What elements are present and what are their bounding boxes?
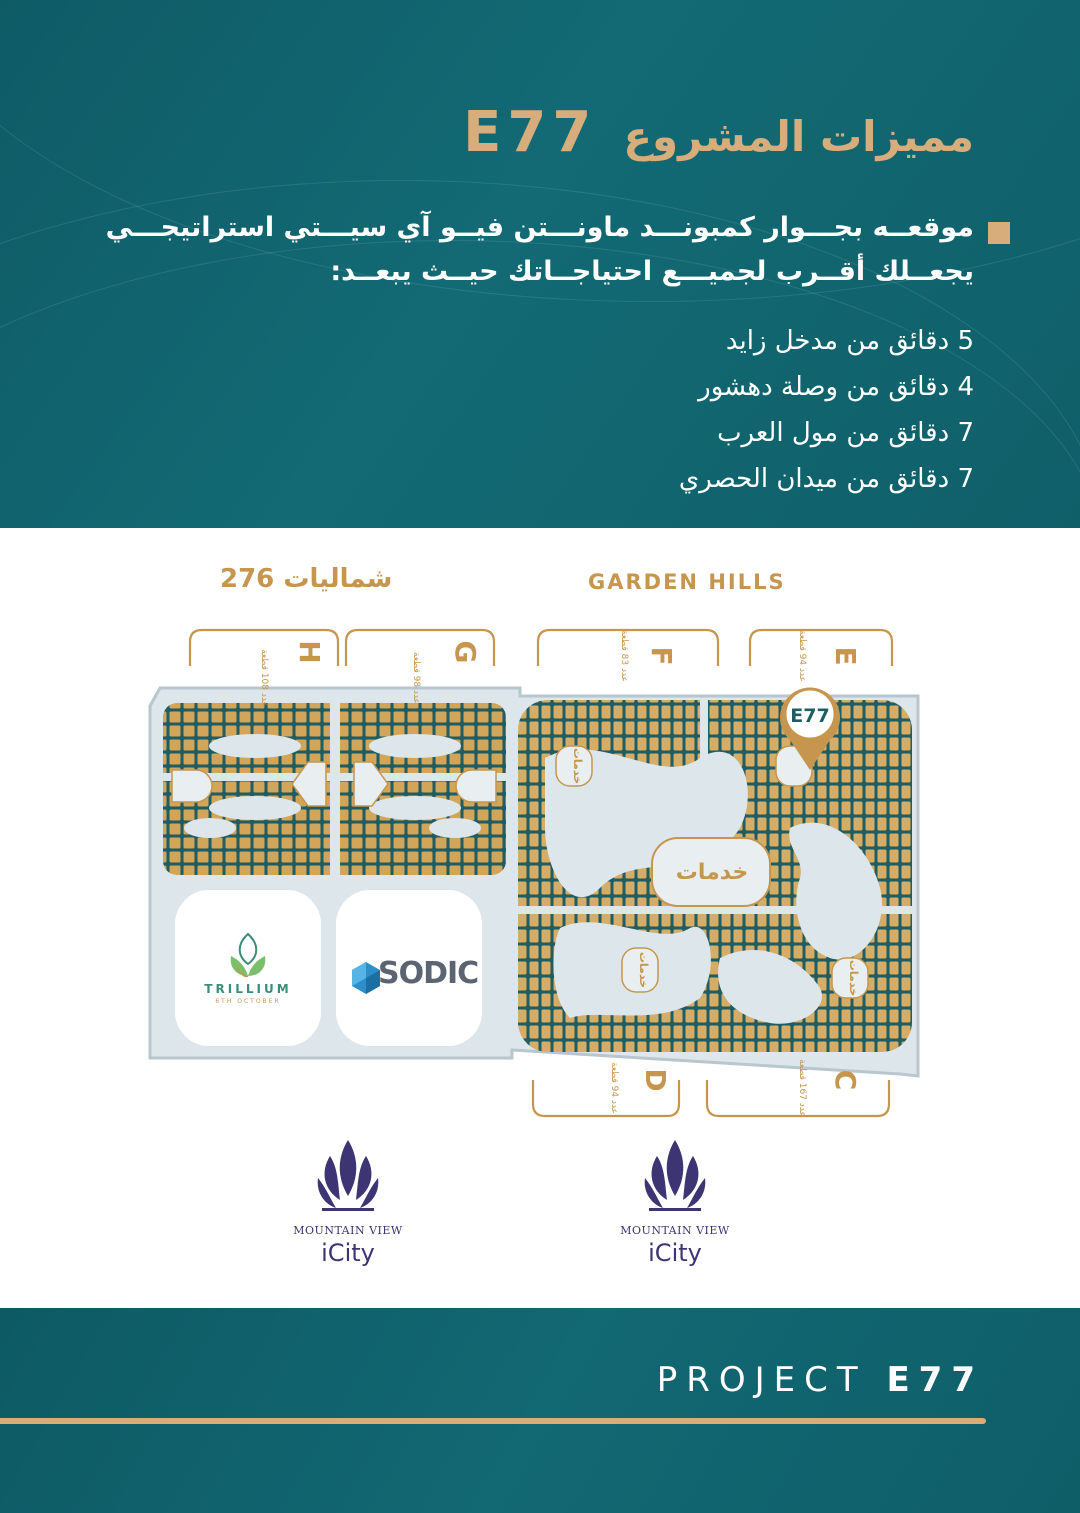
distance-item: 5 دقائق من مدخل زايد [725,326,974,356]
block-g-letter: G [449,640,482,664]
block-c-letter: C [829,1069,862,1091]
small-services-label: خدمات [637,951,650,989]
distance-item: 4 دقائق من وصلة دهشور [698,372,974,402]
page-title [463,100,974,165]
block-f-count: عدد 83 قطعة [619,629,629,683]
trillium-subtitle: 6TH OCTOBER [215,998,281,1005]
footer-project-title [657,1360,984,1400]
trillium-logo [175,890,321,1046]
footer-project-word: PROJECT [656,1360,867,1400]
footer-gold-rule [0,1418,986,1424]
mountain-view-city: iCity [648,1239,702,1267]
block-e-count: عدد 94 قطعة [797,629,807,683]
intro-line-2: يجعــلك أقــرب لجميـــع احتياجــاتك حيــث يبعــد: [330,256,974,287]
block-c-count: عدد 167 قطعة [797,1059,807,1117]
mountain-view-city: iCity [321,1239,375,1267]
bullet-square-icon [988,222,1010,244]
mountain-view-name: MOUNTAIN VIEW [293,1224,403,1237]
block-d-count: عدد 94 قطعة [609,1061,619,1115]
map-drawing [0,528,1080,1308]
title-code: E77 [463,100,598,165]
title-arabic: مميزات المشروع [623,112,974,161]
block-h-letter: H [293,640,326,664]
garden-hills-label: GARDEN HILLS [588,570,786,594]
block-f-letter: F [645,646,678,666]
small-services-label: خدمات [571,747,584,785]
footer-project-code: E77 [886,1360,984,1400]
block-d-letter: D [639,1068,672,1092]
block-h-count: عدد 108 قطعة [259,649,269,707]
sodic-logo [336,890,482,1046]
footer-panel [0,1308,1080,1513]
trillium-leaf-icon [175,890,321,1046]
central-services-label: خدمات [675,860,749,885]
block-g-count: عدد 98 قطعة [411,651,421,705]
distance-item: 7 دقائق من مول العرب [717,418,974,448]
header-panel [0,0,1080,528]
intro-line-1: موقعــه بجـــوار كمبونـــد ماونـــتن فيــو آي سيـــتي استراتيجـــي [105,212,974,243]
mountain-view-name: MOUNTAIN VIEW [620,1224,730,1237]
block-e-letter: E [829,646,862,666]
distance-item: 7 دقائق من ميدان الحصري [678,464,974,494]
sodic-name: SODIC [378,956,479,991]
distance-list [114,318,974,502]
mountain-view-emblem-icon [318,1140,379,1211]
mountain-view-icity-logo-2 [600,1220,750,1267]
intro-text [105,206,974,294]
small-services-label: خدمات [847,959,860,997]
mountain-view-icity-logo-1 [273,1220,423,1267]
pin-label: E77 [790,705,830,727]
mountain-view-emblem-icon [645,1140,706,1211]
site-map [0,528,1080,1308]
north-276-label: شماليات 276 [220,564,393,594]
features-block [105,206,974,502]
trillium-name: TRILLIUM [204,982,292,996]
